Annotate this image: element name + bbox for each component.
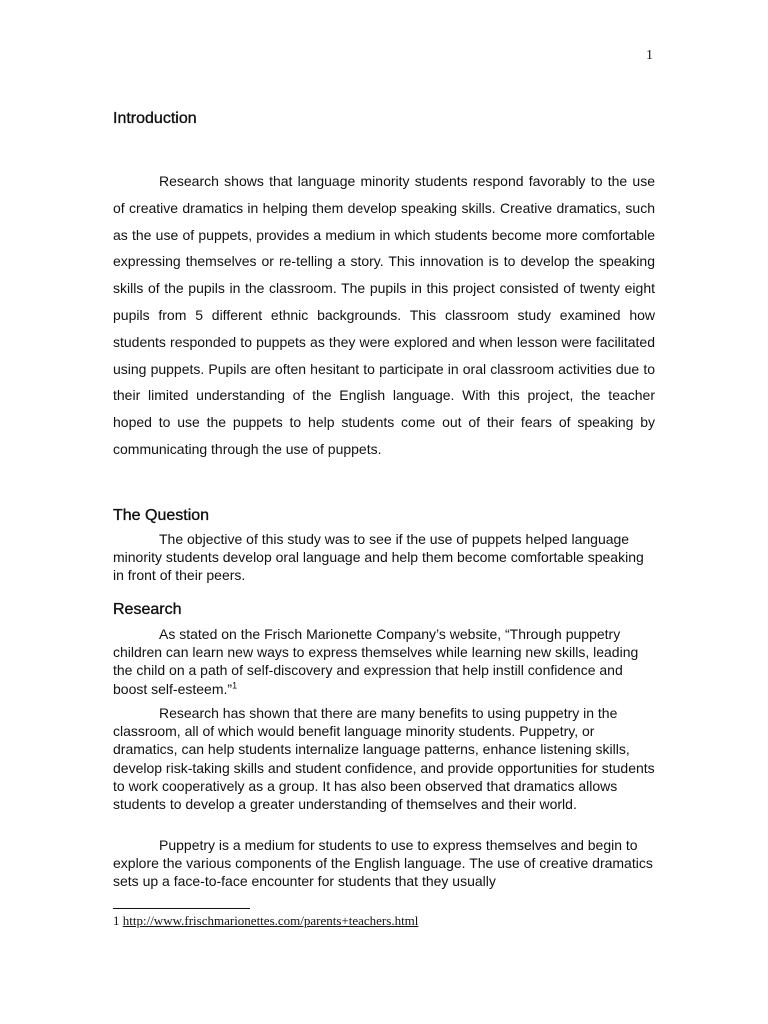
introduction-paragraph: Research shows that language minority students respond favorably to the use of creative dramatics in helping them develop speaking skills. Creative dramatics, such as the use of puppets, provides a medium in which students become more comfortable expressing themselves or re-telling a story. This innovation is to develop the speaking skills of the pupils in the classroom. The pupils in this project consisted of twenty eight pupils from 5 different ethnic backgrounds. This classroom study examined how students responded to puppets as they were explored and when lesson were facilitated using puppets. Pupils are often hesitant to participate in oral classroom activities due to their limited understanding of the English language. With this project, the teacher hoped to use the puppets to help students come out of their fears of speaking by communicating through the use of puppets. xyxy=(113,173,655,457)
research-paragraph-3: Puppetry is a medium for students to use to express themselves and begin to explore the various components of the English language. The use of creative dramatics sets up a face-to-face encounter for students that they usually xyxy=(113,837,653,890)
research-paragraph-1 xyxy=(113,625,655,698)
footnote-number: 1 xyxy=(113,913,120,928)
research-heading: Research xyxy=(113,601,182,618)
footnote-divider xyxy=(113,908,250,909)
page-number: 1 xyxy=(646,48,653,63)
footnote-reference[interactable]: 1 xyxy=(232,679,238,690)
research-paragraph-2: Research has shown that there are many benefits to using puppetry in the classroom, all of which would benefit language minority students. Puppetry, or dramatics, can help students internalize language patterns, enhance listening skills, develop risk-taking skills and student confidence, and provide opportunities for students to work cooperatively as a group. It has also been observed that dramatics allows students to develop a greater understanding of themselves and their world. xyxy=(113,705,655,813)
footnote-link[interactable]: http://www.frischmarionettes.com/parents+teachers.html xyxy=(122,913,419,928)
question-heading: The Question xyxy=(113,507,210,524)
introduction-heading: Introduction xyxy=(113,110,197,127)
footnote xyxy=(113,913,418,929)
question-paragraph: The objective of this study was to see if the use of puppets helped language minority students develop oral language and help them become comfortable speaking in front of their peers. xyxy=(113,531,644,584)
research-paragraph-1-text: As stated on the Frisch Marionette Company’s website, “Through puppetry children can learn new ways to express themselves while learning new skills, leading the child on a path of self-discovery and expression that help instill confidence and boost self-esteem.” xyxy=(113,626,639,697)
